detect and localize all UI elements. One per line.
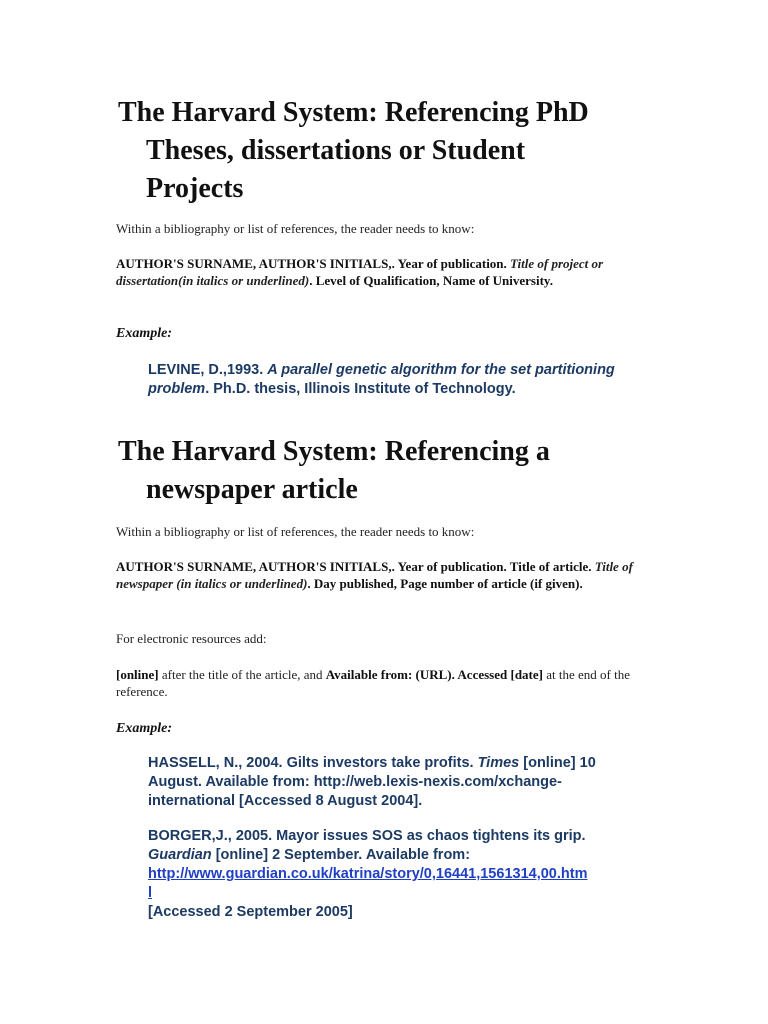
- section1-format-part1: AUTHOR'S SURNAME, AUTHOR'S INITIALS,. Year of publication.: [116, 256, 507, 271]
- example1-text1: HASSELL, N., 2004. Gilts investors take profits.: [148, 755, 474, 771]
- section2-electronic-instructions: [116, 666, 641, 700]
- section1-example-label: Example:: [116, 326, 172, 341]
- section1-heading-line2: Theses, dissertations or Student: [146, 135, 526, 166]
- section2-heading: [118, 433, 678, 509]
- example2-paper: Guardian: [148, 847, 212, 863]
- section1-example-author-year: LEVINE, D.,1993.: [148, 362, 264, 378]
- section2-example-label: Example:: [116, 721, 172, 736]
- online-marker: [online]: [116, 667, 159, 682]
- section1-heading-line3: Projects: [146, 173, 244, 204]
- section2-heading-line2: newspaper article: [146, 474, 358, 505]
- section2-example1-reference: [148, 754, 628, 811]
- section1-heading-line1: The Harvard System: Referencing PhD: [118, 97, 589, 128]
- example2-url-link[interactable]: [148, 866, 587, 901]
- example1-paper: Times: [477, 755, 520, 771]
- section2-intro: Within a bibliography or list of references, the reader needs to know:: [116, 524, 475, 539]
- section1-format-part2: Title of project or dissertation(in italics or underlined): [116, 256, 604, 288]
- section1-heading: [118, 94, 678, 208]
- section2-format-part1: AUTHOR'S SURNAME, AUTHOR'S INITIALS,. Year of publication. Title of article.: [116, 559, 592, 574]
- section1-format-part3: . Level of Qualification, Name of University.: [309, 273, 553, 288]
- example2-text2: [online] 2 September. Available from:: [215, 847, 471, 863]
- section1-intro: Within a bibliography or list of references, the reader needs to know:: [116, 221, 475, 236]
- section2-example2-reference: [148, 827, 628, 922]
- example2-url-line2: l: [148, 885, 153, 901]
- example2-url-line1: http://www.guardian.co.uk/katrina/story/0,16441,1561314,00.htm: [148, 866, 588, 882]
- section1-example-rest: . Ph.D. thesis, Illinois Institute of Technology.: [205, 381, 516, 397]
- section2-format: [116, 558, 641, 592]
- electronic-mid-text: after the title of the article, and: [158, 667, 326, 682]
- section2-format-part2: Title of newspaper (in italics or underlined): [116, 559, 633, 591]
- section1-format: [116, 255, 641, 289]
- available-from-text: Available from: (URL). Accessed [date]: [325, 667, 543, 682]
- example2-accessed: [Accessed 2 September 2005]: [148, 904, 353, 920]
- section1-example-reference: [148, 361, 628, 399]
- section1-example-title: A parallel genetic algorithm for the set partitioning problem: [148, 362, 615, 397]
- electronic-end-text: at the end of the reference.: [116, 667, 630, 699]
- section2-format-part3: . Day published, Page number of article (if given).: [307, 576, 583, 591]
- section2-heading-line1: The Harvard System: Referencing a: [118, 436, 550, 467]
- section2-electronic-intro: For electronic resources add:: [116, 631, 267, 646]
- example1-text2: [online] 10 August. Available from: http://web.lexis-nexis.com/xchange-international [Accessed 8 August 2004].: [148, 755, 596, 809]
- example2-text1: BORGER,J., 2005. Mayor issues SOS as chaos tightens its grip.: [148, 828, 586, 844]
